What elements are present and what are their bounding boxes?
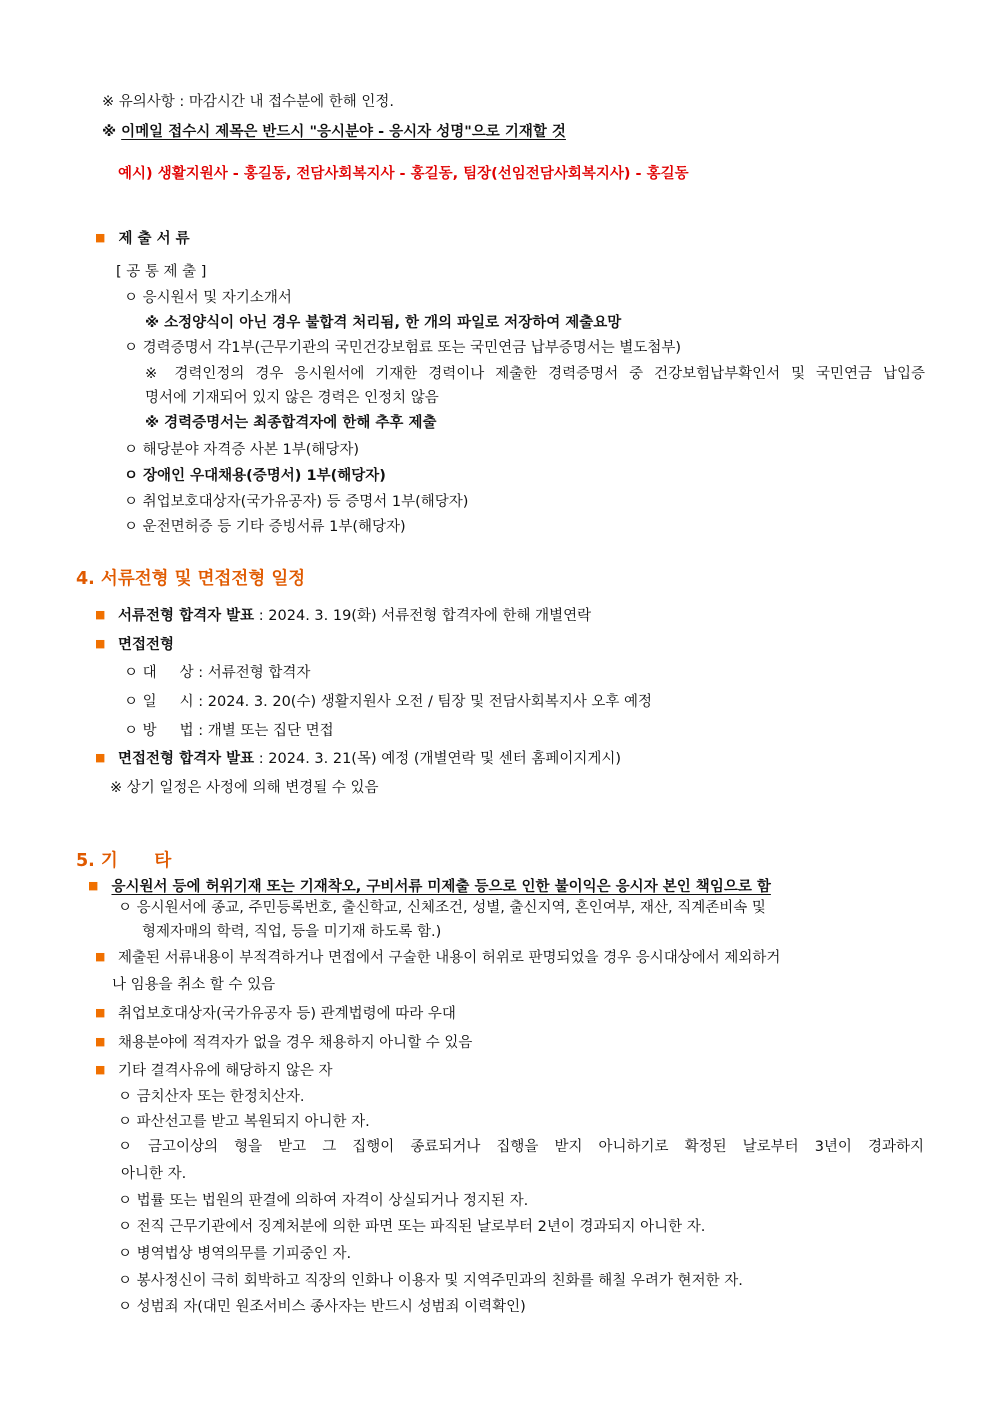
sec5-bullet-disqualify: [95, 1061, 333, 1082]
sec5-bullet-responsibility: [88, 877, 771, 898]
sec5-disq-item-3-line1: ㅇ 금고이상의 형을 받고 그 집행이 종료되거나 집행을 받지 아니하기로 확정된 날로부터 3년이 경과하지: [118, 1139, 924, 1155]
square-bullet-icon: ■: [95, 608, 106, 621]
notice-example: 예시) 생활지원사 - 홍길동, 전담사회복지사 - 홍길동, 팀장(선임전담사회복지사) - 홍길동: [118, 166, 689, 182]
sec4-doc-result-text: : 2024. 3. 19(화) 서류전형 합격자에 한해 개별연락: [254, 608, 592, 624]
sec4-final-result-label: 면접전형 합격자 발표: [118, 751, 255, 767]
sec4-interview-date: ㅇ 일 시 : 2024. 3. 20(수) 생활지원사 오전 / 팀장 및 전담사회복지사 오후 예정: [124, 694, 653, 710]
sec4-doc-result: [95, 606, 591, 627]
docs-title: 제 출 서 류: [118, 231, 190, 247]
docs-item-career: ㅇ 경력증명서 각1부(근무기관의 국민건강보험료 또는 국민연금 납부증명서는 별도첨부): [124, 340, 682, 356]
docs-item-career-note2: ※ 경력증명서는 최종합격자에 한해 추후 제출: [145, 415, 437, 431]
sec4-final-result-text: : 2024. 3. 21(목) 예정 (개별연락 및 센터 홈페이지게시): [254, 751, 622, 767]
section5-title: 5. 기 타: [76, 851, 172, 871]
sec5-bullet-no-hire: [95, 1033, 472, 1054]
sec4-interview-method: ㅇ 방 법 : 개별 또는 집단 면접: [124, 723, 334, 739]
docs-item-driver: ㅇ 운전면허증 등 기타 증빙서류 1부(해당자): [124, 519, 406, 535]
sec5-false-info-line2: 나 임용을 취소 할 수 있음: [112, 977, 276, 993]
sec5-disq-item-1: ㅇ 금치산자 또는 한정치산자.: [118, 1089, 305, 1105]
sec5-disq-item-5: ㅇ 전직 근무기관에서 징계처분에 의한 파면 또는 파직된 날로부터 2년이 경과되지 아니한 자.: [118, 1219, 706, 1235]
notice-email-subject: [102, 122, 566, 142]
square-bullet-icon: ■: [95, 950, 106, 963]
square-bullet-icon: ■: [95, 1063, 106, 1076]
docs-item-application-note: ※ 소정양식이 아닌 경우 불합격 처리됨, 한 개의 파일로 저장하여 제출요망: [145, 315, 622, 331]
docs-common-label: [ 공 통 제 출 ]: [116, 264, 207, 280]
sec5-disq-item-2: ㅇ 파산선고를 받고 복원되지 아니한 자.: [118, 1114, 370, 1130]
sec5-veteran-text: 취업보호대상자(국가유공자 등) 관계법령에 따라 우대: [118, 1006, 456, 1022]
sec5-sub-line1: ㅇ 응시원서에 종교, 주민등록번호, 출신학교, 신체조건, 성별, 출신지역, 혼인여부, 재산, 직계존비속 및: [118, 900, 766, 916]
sec5-disq-item-4: ㅇ 법률 또는 법원의 판결에 의하여 자격이 상실되거나 정지된 자.: [118, 1193, 529, 1209]
sec4-interview: [95, 635, 174, 656]
notice-deadline: ※ 유의사항 : 마감시간 내 접수분에 한해 인정.: [102, 94, 395, 110]
notice-email-text: 이메일 접수시 제목은 반드시 "응시분야 - 응시자 성명"으로 기재할 것: [121, 124, 566, 140]
sec5-no-hire-text: 채용분야에 적격자가 없을 경우 채용하지 아니할 수 있음: [118, 1035, 473, 1051]
sec4-note: ※ 상기 일정은 사정에 의해 변경될 수 있음: [110, 780, 379, 796]
sec4-final-result: [95, 749, 621, 770]
sec4-interview-label: 면접전형: [118, 637, 175, 653]
sec5-disq-item-3-line2: 아니한 자.: [121, 1166, 187, 1182]
sec5-disqualify-text: 기타 결격사유에 해당하지 않은 자: [118, 1063, 333, 1079]
square-bullet-icon: ■: [95, 637, 106, 650]
sec5-bullet-veteran: [95, 1004, 456, 1025]
square-bullet-icon: ■: [95, 231, 106, 244]
sec4-doc-result-label: 서류전형 합격자 발표: [118, 608, 255, 624]
sec5-false-info-line1: 제출된 서류내용이 부적격하거나 면접에서 구술한 내용이 허위로 판명되었을 경우 응시대상에서 제외하거: [118, 950, 781, 966]
sec5-sub-line2: 형제자매의 학력, 직업, 등을 미기재 하도록 함.): [142, 924, 442, 940]
docs-item-career-note-line1: ※ 경력인정의 경우 응시원서에 기재한 경력이나 제출한 경력증명서 중 건강보험납부확인서 및 국민연금 납입증: [145, 366, 925, 382]
docs-heading: [95, 229, 190, 250]
docs-item-license: ㅇ 해당분야 자격증 사본 1부(해당자): [124, 442, 360, 458]
notice-mark: ※: [102, 124, 117, 140]
docs-item-application: ㅇ 응시원서 및 자기소개서: [124, 290, 292, 306]
sec4-interview-target: ㅇ 대 상 : 서류전형 합격자: [124, 665, 311, 681]
square-bullet-icon: ■: [95, 1035, 106, 1048]
section4-title: 4. 서류전형 및 면접전형 일정: [76, 569, 306, 589]
docs-item-career-note-line2: 명서에 기재되어 있지 않은 경력은 인정치 않음: [145, 390, 439, 406]
docs-item-veteran: ㅇ 취업보호대상자(국가유공자) 등 증명서 1부(해당자): [124, 494, 469, 510]
docs-item-disability: ㅇ 장애인 우대채용(증명서) 1부(해당자): [124, 468, 386, 484]
square-bullet-icon: ■: [95, 751, 106, 764]
sec5-disq-item-8: ㅇ 성범죄 자(대민 원조서비스 종사자는 반드시 성범죄 이력확인): [118, 1299, 526, 1315]
sec5-disq-item-7: ㅇ 봉사정신이 극히 회박하고 직장의 인화나 이용자 및 지역주민과의 친화를 해칠 우려가 현저한 자.: [118, 1273, 743, 1289]
square-bullet-icon: ■: [88, 879, 99, 892]
sec5-responsibility-text: 응시원서 등에 허위기재 또는 기재착오, 구비서류 미제출 등으로 인한 불이익은 응시자 본인 책임으로 함: [111, 879, 771, 895]
sec5-disq-item-6: ㅇ 병역법상 병역의무를 기피중인 자.: [118, 1246, 352, 1262]
square-bullet-icon: ■: [95, 1006, 106, 1019]
sec5-bullet-false-info: [95, 948, 780, 969]
